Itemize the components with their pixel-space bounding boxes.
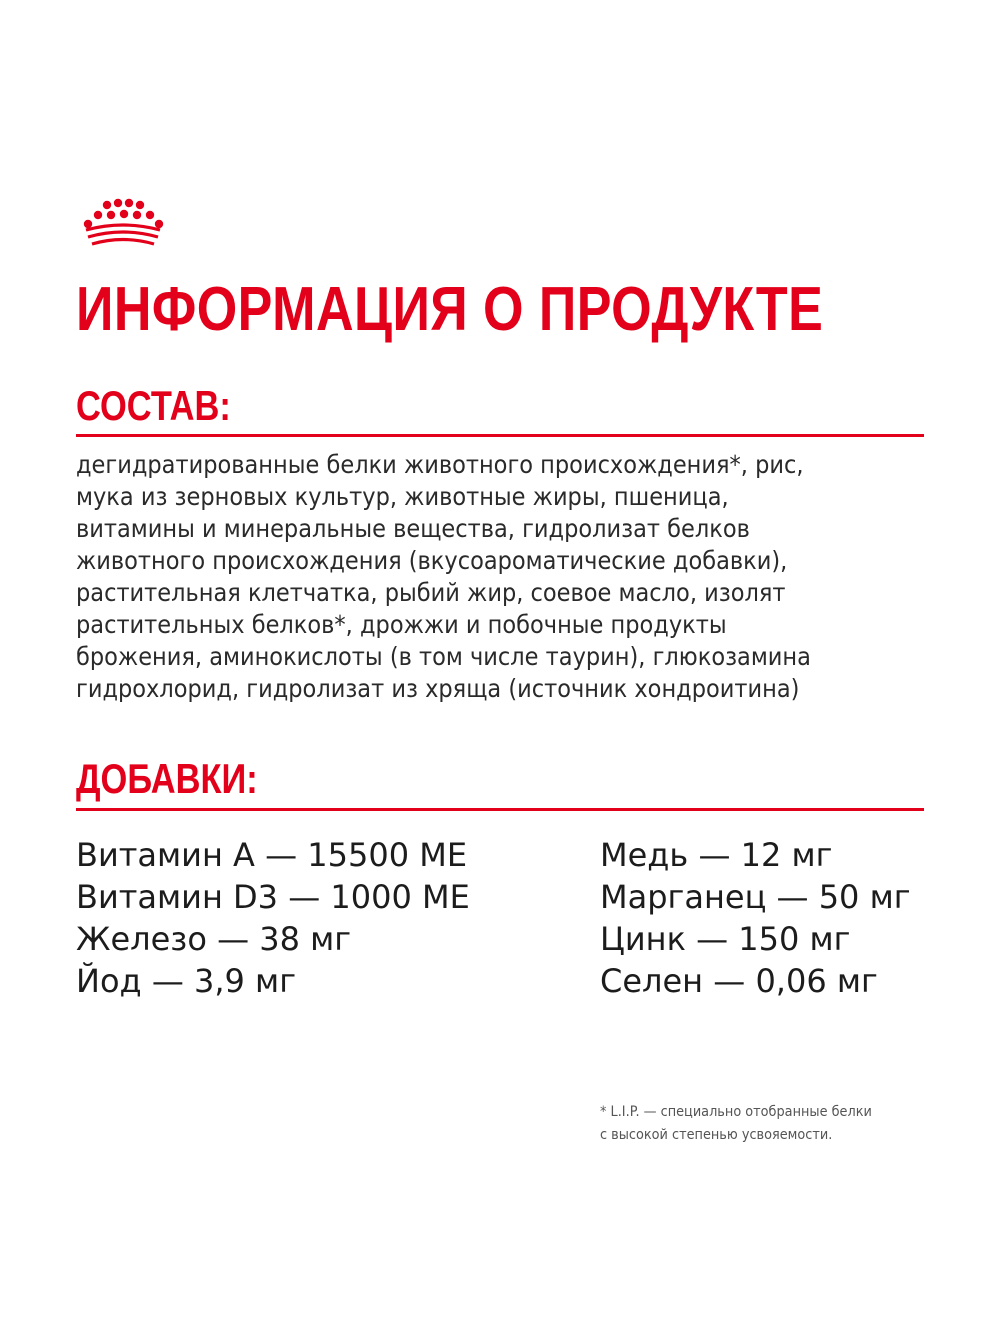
footnote-line: * L.I.P. — специально отобранные белки [600, 1104, 872, 1120]
additives-divider [76, 808, 924, 811]
additive-item: Йод — 3,9 мг [76, 962, 296, 1000]
composition-line: растительных белков*, дрожжи и побочные продукты [76, 610, 727, 639]
additives-right-column [600, 834, 911, 1002]
page-title: ИНФОРМАЦИЯ О ПРОДУКТЕ [76, 275, 824, 344]
additive-item: Селен — 0,06 мг [600, 962, 878, 1000]
additives-left-column [76, 834, 470, 1002]
composition-heading: СОСТАВ: [76, 382, 231, 429]
composition-line: гидрохлорид, гидролизат из хряща (источник хондроитина) [76, 674, 800, 703]
composition-line: витамины и минеральные вещества, гидролизат белков [76, 514, 750, 543]
additive-item: Цинк — 150 мг [600, 920, 851, 958]
additive-item: Железо — 38 мг [76, 920, 352, 958]
composition-line: растительная клетчатка, рыбий жир, соевое масло, изолят [76, 578, 786, 607]
additives-heading: ДОБАВКИ: [76, 755, 258, 802]
composition-line: животного происхождения (вкусоароматические добавки), [76, 546, 788, 575]
footnote-line: с высокой степенью усвояемости. [600, 1127, 833, 1143]
additive-item: Марганец — 50 мг [600, 878, 911, 916]
additive-item: Витамин A — 15500 МЕ [76, 836, 468, 874]
additive-item: Медь — 12 мг [600, 836, 833, 874]
composition-line: мука из зерновых культур, животные жиры, пшеница, [76, 482, 729, 511]
footnote [600, 1101, 940, 1147]
composition-line: дегидратированные белки животного происхождения*, рис, [76, 450, 804, 479]
composition-divider [76, 434, 924, 437]
composition-text [76, 449, 916, 705]
crown-icon [78, 198, 168, 254]
additive-item: Витамин D3 — 1000 МЕ [76, 878, 470, 916]
composition-line: брожения, аминокислоты (в том числе таурин), глюкозамина [76, 642, 811, 671]
